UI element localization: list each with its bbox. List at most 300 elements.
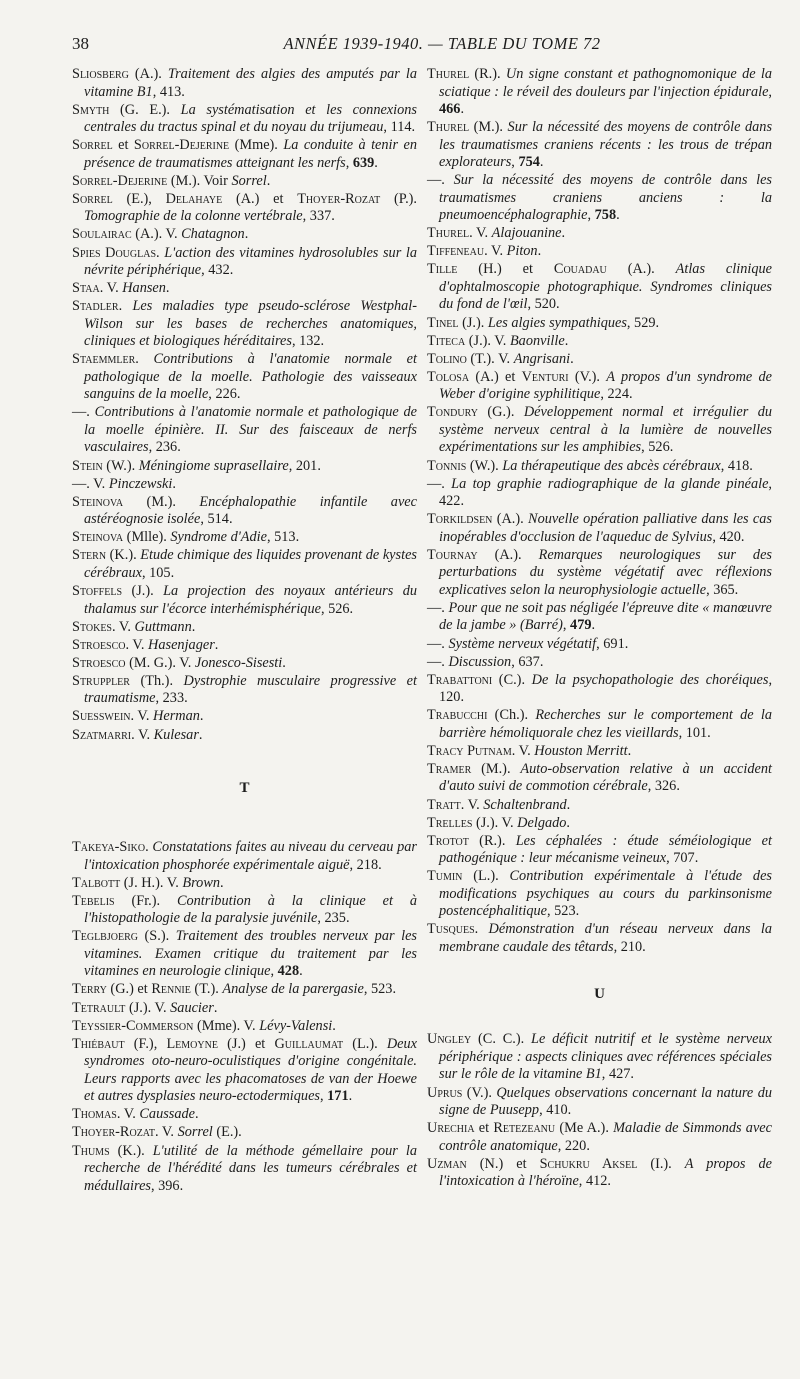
entry-title: Quelques observations concernant la nature du signe de Puusepp — [439, 1084, 772, 1119]
running-head-title: ANNÉE 1939-1940. — TABLE DU TOME 72 — [283, 34, 601, 53]
entry-title: Pinczewski — [108, 475, 173, 492]
entry-author: Trabattoni — [427, 671, 493, 688]
index-entry — [427, 600, 772, 635]
entry-author: Delahaye — [165, 190, 223, 207]
section-heading-t: T — [239, 780, 250, 797]
entry-text: , 526. — [641, 439, 674, 456]
entry-text: . V. — [130, 708, 154, 725]
entry-text: . — [198, 726, 203, 743]
entry-text: (M.). — [471, 760, 521, 777]
entry-text: (L.). — [462, 868, 510, 885]
index-entry — [72, 476, 417, 494]
entry-author: Uzman — [427, 1155, 467, 1172]
entry-text: , — [562, 617, 571, 634]
entry-title: Constatations faites au niveau du cerveau par l'intoxication phosphorée expérimentale aiguë — [84, 839, 418, 873]
entry-title: Traitement des troubles nerveux par les vitamines. Examen critique du traitement par les vitamines en neurologie clinique — [84, 928, 418, 980]
entry-author: Stokes — [72, 618, 112, 635]
index-entry — [427, 1156, 772, 1191]
entry-title: Les céphalées : étude séméiologique et pathogénique : leur mécanisme veineux — [439, 832, 772, 867]
entry-text: . — [172, 475, 176, 492]
index-entry — [427, 1031, 772, 1084]
entry-author: Spies Douglas — [72, 244, 157, 261]
entry-text: , 529. — [626, 314, 660, 331]
entry-text: , — [587, 207, 595, 224]
entry-text: —. — [427, 653, 449, 670]
entry-list — [427, 66, 772, 956]
index-entry — [72, 875, 417, 893]
entry-author: Thoyer-Rozat — [72, 1124, 156, 1141]
entry-title: Atlas clinique d'ophtalmoscopie photographique. Syndromes cliniques du fond de l'œil — [439, 261, 772, 313]
entry-text: (G.). — [477, 404, 524, 421]
entry-text: (S.). — [137, 928, 176, 945]
entry-text: . — [539, 154, 544, 171]
entry-title: Piton — [506, 243, 538, 260]
entry-title: Hansen — [122, 280, 166, 297]
entry-text: (A.). — [128, 66, 168, 82]
entry-author: Tumin — [427, 868, 463, 885]
index-entry — [72, 529, 417, 547]
entry-text: , — [270, 963, 278, 980]
entry-text: . — [282, 654, 286, 671]
entry-text: (V.). — [568, 368, 607, 385]
entry-author: Sorrel-Dejerine — [133, 137, 230, 154]
index-entry — [72, 173, 417, 191]
entry-title: De la psychopathologie des choréiques — [531, 671, 769, 688]
entry-text: , 637. — [511, 653, 544, 670]
entry-page: 639 — [352, 154, 375, 171]
entry-author: Thurel — [427, 225, 470, 242]
entry-title: Dystrophie musculaire progressive et traumatisme — [84, 672, 417, 707]
entry-author: Tolino — [427, 350, 467, 367]
entry-text: , 422. — [439, 475, 772, 510]
entry-title: Sorrel — [177, 1124, 213, 1141]
entry-author: Tebelis — [72, 892, 115, 909]
entry-author: Thiébaut — [72, 1035, 125, 1052]
entry-text: . — [566, 796, 571, 813]
entry-text: . V. — [125, 636, 149, 653]
entry-text: . — [374, 154, 378, 171]
entry-author: Steinova — [72, 529, 124, 546]
entry-text: (T.). — [190, 981, 223, 998]
index-entry — [72, 226, 417, 244]
entry-title: Maladie de Simmonds avec contrôle anatomique — [439, 1120, 772, 1154]
entry-title: Recherches sur le comportement de la barrière hémoliquorale chez les vieillards — [439, 707, 772, 741]
entry-text: , 201. — [288, 457, 321, 474]
entry-title: Le déficit nutritif et le système nerveux périphérique : aspects cliniques avec références spéciales sur le rôle de la vitamine B1 — [439, 1031, 772, 1083]
entry-title: La systématisation et les connexions centrales du tractus spinal et du noyau du trijumeau — [84, 101, 417, 136]
entry-author: Trotot — [427, 832, 469, 849]
entry-text: . — [220, 874, 224, 891]
entry-text: (A.). V. — [131, 226, 182, 243]
entry-text: (E.). — [212, 1124, 242, 1141]
entry-text: . — [537, 243, 542, 260]
index-entry — [72, 981, 417, 999]
entry-text: (A.). — [477, 546, 539, 563]
entry-author: Stern — [72, 547, 107, 564]
index-entry — [427, 261, 772, 314]
entry-text: (P.). — [380, 190, 417, 207]
entry-title: Un signe constant et pathognomonique de la sciatique : le réveil des douleurs par l'injection épidurale — [439, 66, 772, 100]
entry-list — [72, 839, 417, 1195]
entry-author: Tournay — [427, 546, 478, 563]
entry-text: . — [118, 298, 133, 315]
entry-title: Caussade — [139, 1106, 195, 1123]
entry-author: Thurel — [427, 66, 470, 82]
entry-text: , 420. — [712, 528, 745, 545]
entry-text: (Fr.). — [114, 892, 177, 909]
index-entry — [427, 351, 772, 369]
index-entry — [427, 458, 772, 476]
entry-author: Tondury — [427, 404, 478, 421]
entry-text: (C. C.). — [471, 1031, 531, 1048]
entry-text: . — [214, 636, 219, 653]
index-entry — [427, 797, 772, 815]
entry-title: Baonville — [509, 332, 565, 349]
entry-text: . — [591, 617, 596, 634]
entry-title: Les algies sympathiques — [487, 314, 627, 331]
entry-title: Guttmann — [134, 618, 192, 635]
index-entry — [72, 839, 417, 874]
entry-author: Terry — [72, 981, 107, 998]
entry-title: Contribution expérimentale à l'étude des modifications psychiques au cours du parkinsonisme postencéphalitique — [439, 868, 772, 920]
entry-author: Venturi — [521, 368, 569, 385]
entry-author: Szatmarri — [72, 726, 132, 743]
entry-author: Struppler — [72, 672, 130, 689]
entry-title: Herman — [153, 708, 200, 725]
entry-author: Tiffeneau — [427, 243, 485, 260]
entry-text: . — [348, 1088, 353, 1105]
entry-text: (M. G.). V. — [125, 654, 195, 671]
entry-text: . V. — [99, 280, 123, 297]
index-entry — [72, 619, 417, 637]
entry-title: Tomographie de la colonne vertébrale — [84, 208, 303, 225]
entry-title: Alajouanine — [491, 225, 562, 242]
index-entry — [427, 243, 772, 261]
index-entry — [72, 191, 417, 226]
entry-page: 428 — [277, 963, 300, 980]
entry-text: , 410. — [539, 1102, 572, 1119]
entry-title: Contribution à la clinique et à l'histopathologie de la paralysie juvénile — [84, 892, 417, 927]
entry-text: . — [191, 618, 196, 635]
entry-author: Stein — [72, 457, 103, 474]
entry-text: (R.). — [468, 832, 516, 849]
entry-title: Delgado — [517, 814, 567, 831]
entry-title: Pour que ne soit pas négligée l'épreuve dite « manœuvre de la jambe » (Barré) — [439, 599, 772, 634]
left-column — [72, 66, 417, 1196]
entry-text: (I.). — [637, 1155, 685, 1172]
entry-title: Kulesar — [153, 726, 199, 743]
entry-title: Syndrome d'Adie — [170, 529, 267, 546]
index-entry — [72, 1143, 417, 1196]
entry-author: Ungley — [427, 1031, 472, 1048]
entry-author: Trabucchi — [427, 707, 488, 724]
index-entry — [72, 637, 417, 655]
index-entry — [72, 494, 417, 529]
index-entry — [427, 868, 772, 921]
entry-title: La projection des noyaux antérieurs du thalamus sur l'écorce interhémisphérique — [84, 583, 417, 617]
entry-text: —. V. — [72, 475, 109, 492]
entry-text: (H.) et — [457, 261, 554, 278]
index-entry — [427, 225, 772, 243]
entry-author: Staa — [72, 280, 100, 297]
entry-author: Teglbjoerg — [72, 928, 138, 945]
section-heading-u: U — [594, 986, 605, 1003]
entry-text: . — [627, 742, 632, 759]
entry-text: , 132. — [291, 333, 325, 350]
entry-text: (V.). — [462, 1084, 497, 1101]
entry-text: . — [474, 921, 489, 938]
entry-text: . — [195, 1106, 199, 1123]
entry-text: . — [165, 280, 170, 297]
entry-text: (M.). — [469, 119, 508, 136]
entry-text: . — [244, 226, 249, 243]
index-entry — [427, 476, 772, 511]
entry-text: . V. — [469, 225, 492, 242]
entry-author: Stroesco — [72, 654, 126, 671]
entry-text: , 233. — [155, 690, 188, 707]
entry-text: . — [135, 351, 154, 368]
entry-author: Rennie — [151, 981, 191, 998]
entry-text: , 210. — [613, 938, 646, 955]
entry-page: 758 — [594, 207, 617, 224]
entry-title: Nouvelle opération palliative dans les cas inopérables d'occlusion de l'aqueduc de Sylvius — [439, 511, 772, 545]
index-entry — [72, 102, 417, 137]
entry-text: , 691. — [596, 635, 629, 652]
entry-text: , 418. — [720, 457, 753, 474]
entry-author: Tolosa — [427, 368, 470, 385]
entry-text: (J.). V. — [125, 999, 171, 1016]
entry-title: La conduite à tenir en présence de traumatismes atteignant les nerfs — [84, 137, 417, 171]
index-entry — [72, 1106, 417, 1124]
entry-text: (Ch.). — [487, 707, 536, 724]
entry-title: Sorrel — [231, 172, 267, 189]
entry-text: . — [566, 814, 570, 831]
entry-title: Deux syndromes oto-neuro-oculistiques d'origine congénitale. Leurs rapports avec les phacomatoses de van der Hoewe et autres dysplasies neuro-ectodermiques — [84, 1035, 418, 1105]
entry-text: , — [319, 1088, 328, 1105]
entry-text: . — [299, 963, 303, 980]
entry-text: (Mme). V. — [193, 1017, 260, 1034]
entry-author: Tramer — [427, 760, 472, 777]
entry-author: Thums — [72, 1142, 110, 1159]
index-entry — [72, 458, 417, 476]
entry-author: Suesswein — [72, 708, 131, 725]
entry-text: , 514. — [200, 511, 233, 528]
entry-list — [72, 66, 417, 744]
entry-author: Stoffels — [72, 583, 123, 599]
entry-text: , 235. — [317, 910, 350, 927]
index-entry — [427, 672, 772, 707]
entry-text: , 520. — [527, 296, 560, 313]
index-columns — [72, 66, 772, 1196]
entry-author: Couadau — [553, 261, 607, 278]
entry-author: Titeca — [427, 332, 466, 349]
entry-text: (J.). — [458, 314, 488, 331]
entry-text: . — [156, 244, 165, 261]
entry-text: —. — [72, 404, 95, 421]
index-entry — [427, 1120, 772, 1155]
index-entry — [72, 1018, 417, 1036]
entry-text: —. — [427, 599, 449, 616]
entry-text: . V. — [511, 742, 535, 759]
entry-author: Lemoyne — [166, 1035, 218, 1052]
entry-text: (R.). — [469, 66, 506, 82]
entry-text: , — [345, 154, 353, 171]
entry-title: La thérapeutique des abcès cérébraux — [502, 457, 721, 474]
entry-text: . — [561, 225, 566, 242]
entry-text: , 220. — [557, 1137, 590, 1154]
entry-author: Trelles — [427, 814, 473, 831]
index-entry — [72, 280, 417, 298]
entry-title: La top graphie radiographique de la glande pinéale — [451, 475, 769, 492]
index-entry — [72, 928, 417, 981]
entry-author: Sorrel-Dejerine — [72, 172, 168, 189]
entry-author: Schukru Aksel — [539, 1155, 638, 1172]
entry-text: , 523. — [363, 981, 397, 998]
index-entry — [72, 66, 417, 101]
entry-text: , 114. — [383, 119, 416, 136]
entry-text: . — [570, 350, 574, 367]
index-entry — [427, 547, 772, 600]
entry-text: . — [213, 999, 218, 1016]
entry-text: (Mme). — [229, 137, 284, 154]
entry-page: 479 — [570, 617, 592, 634]
entry-text: , 396. — [150, 1177, 184, 1194]
entry-text: . V. — [116, 1106, 140, 1123]
entry-title: Schaltenbrand — [483, 796, 567, 813]
entry-author: Sorrel — [72, 137, 113, 154]
index-entry — [427, 172, 772, 225]
entry-text: . V. — [484, 243, 507, 260]
entry-title: Contributions à l'anatomie normale et pathologique de la moelle. Pathologie des vaisseaux sanguins de la moelle — [84, 351, 417, 403]
entry-text: , 337. — [302, 208, 335, 225]
index-entry — [72, 655, 417, 673]
entry-title: Encéphalopathie infantile avec astéréognosie isolée — [84, 493, 417, 528]
index-entry — [427, 636, 772, 654]
entry-text: , 707. — [666, 850, 699, 867]
entry-title: Jonesco-Sisesti — [194, 654, 283, 671]
index-entry — [427, 1085, 772, 1120]
index-entry — [427, 404, 772, 457]
index-entry — [72, 1000, 417, 1018]
entry-text: , 236. — [148, 439, 181, 456]
entry-title: Saucier — [170, 999, 214, 1016]
index-entry — [427, 761, 772, 796]
entry-text: . — [266, 172, 271, 189]
entry-text: , 523. — [547, 903, 580, 920]
entry-author: Urechia — [427, 1120, 475, 1137]
entry-author: Guillaumat — [274, 1035, 344, 1052]
entry-title: Les maladies type pseudo-sclérose Westphal-Wilson sur les bases de recherches anatomiques, cliniques et biologiques héréditaires — [84, 298, 417, 350]
entry-page: 171 — [327, 1088, 349, 1105]
entry-author: Retezeanu — [493, 1120, 556, 1137]
entry-text: . V. — [460, 796, 484, 813]
entry-text: . — [199, 708, 204, 725]
entry-author: Sorrel — [72, 190, 113, 207]
entry-title: L'action des vitamines hydrosolubles sur la névrite périphérique — [84, 244, 417, 279]
entry-title: Développement normal et irrégulier du système nerveux central à la lumière de nouvelles expérimentations sur les amphibies — [439, 404, 772, 456]
entry-text: , 432. — [201, 262, 234, 279]
entry-text: , 413. — [152, 83, 185, 100]
index-entry — [72, 1036, 417, 1106]
entry-text: (A.). — [606, 261, 676, 278]
index-entry — [427, 707, 772, 742]
entry-author: Stroesco — [72, 636, 126, 653]
entry-list — [427, 1031, 772, 1190]
index-entry — [427, 66, 772, 119]
entry-text: , 427. — [601, 1066, 634, 1083]
entry-author: Thomas — [72, 1106, 117, 1123]
entry-text: (K.). — [106, 547, 141, 564]
entry-text: (E.), — [112, 190, 166, 207]
index-entry — [72, 351, 417, 404]
entry-author: Tusques — [427, 921, 475, 938]
entry-text: —. — [427, 172, 454, 189]
right-column — [427, 66, 772, 1196]
index-entry — [72, 1124, 417, 1142]
entry-text: , 412. — [578, 1173, 611, 1190]
entry-title: Angrisani — [513, 350, 571, 367]
entry-title: Système nerveux végétatif — [448, 635, 597, 652]
entry-author: Talbott — [72, 874, 121, 891]
entry-author: Tetrault — [72, 999, 126, 1016]
entry-text: (J.) et — [217, 1035, 275, 1052]
entry-text: (M.). — [123, 493, 200, 510]
index-entry — [72, 404, 417, 457]
entry-text: , — [768, 83, 772, 100]
entry-title: Brown — [182, 874, 221, 891]
entry-title: Traitement des algies des amputés par la vitamine B1 — [84, 66, 417, 100]
index-entry — [72, 583, 417, 618]
entry-text: . V. — [112, 618, 135, 635]
entry-text: (J.). V. — [472, 814, 518, 831]
entry-text: . V. — [131, 726, 154, 743]
entry-text: , 218. — [349, 856, 382, 873]
entry-text: , 224. — [600, 386, 633, 403]
entry-title: Chatagnon — [181, 226, 245, 243]
entry-text: (Me A.). — [555, 1120, 614, 1137]
entry-author: Tonnis — [427, 457, 467, 474]
entry-text: (A.). — [492, 511, 529, 528]
entry-page: 754 — [518, 154, 540, 171]
entry-author: Smyth — [72, 101, 110, 118]
index-entry — [72, 547, 417, 582]
entry-author: Tille — [427, 261, 458, 278]
entry-author: Tinel — [427, 314, 459, 331]
entry-title: Etude chimique des liquides provenant de kystes cérébraux — [84, 547, 417, 581]
entry-author: Uprus — [427, 1084, 463, 1101]
running-head — [72, 32, 772, 66]
entry-author: Teyssier-Commerson — [72, 1017, 194, 1034]
entry-text: et — [112, 137, 134, 154]
index-entry — [72, 727, 417, 745]
entry-author: Thoyer-Rozat — [297, 190, 381, 207]
entry-author: Sliosberg — [72, 66, 129, 82]
index-entry — [427, 511, 772, 546]
entry-text: . — [616, 207, 620, 224]
index-entry — [427, 315, 772, 333]
index-entry — [427, 369, 772, 404]
entry-title: L'utilité de la méthode gémellaire pour la recherche de l'hérédité dans les tumeurs cérébrales et médullaires — [84, 1142, 417, 1194]
index-entry — [427, 333, 772, 351]
entry-text: (G. E.). — [109, 101, 181, 118]
entry-text: . V. — [155, 1124, 178, 1141]
entry-author: Soulairac — [72, 226, 132, 243]
entry-text: , 513. — [266, 529, 300, 546]
entry-title: Lévy-Valensi — [259, 1017, 333, 1034]
page-number: 38 — [72, 34, 89, 53]
entry-text: . — [564, 332, 569, 349]
entry-text: (Th.). — [129, 672, 184, 689]
